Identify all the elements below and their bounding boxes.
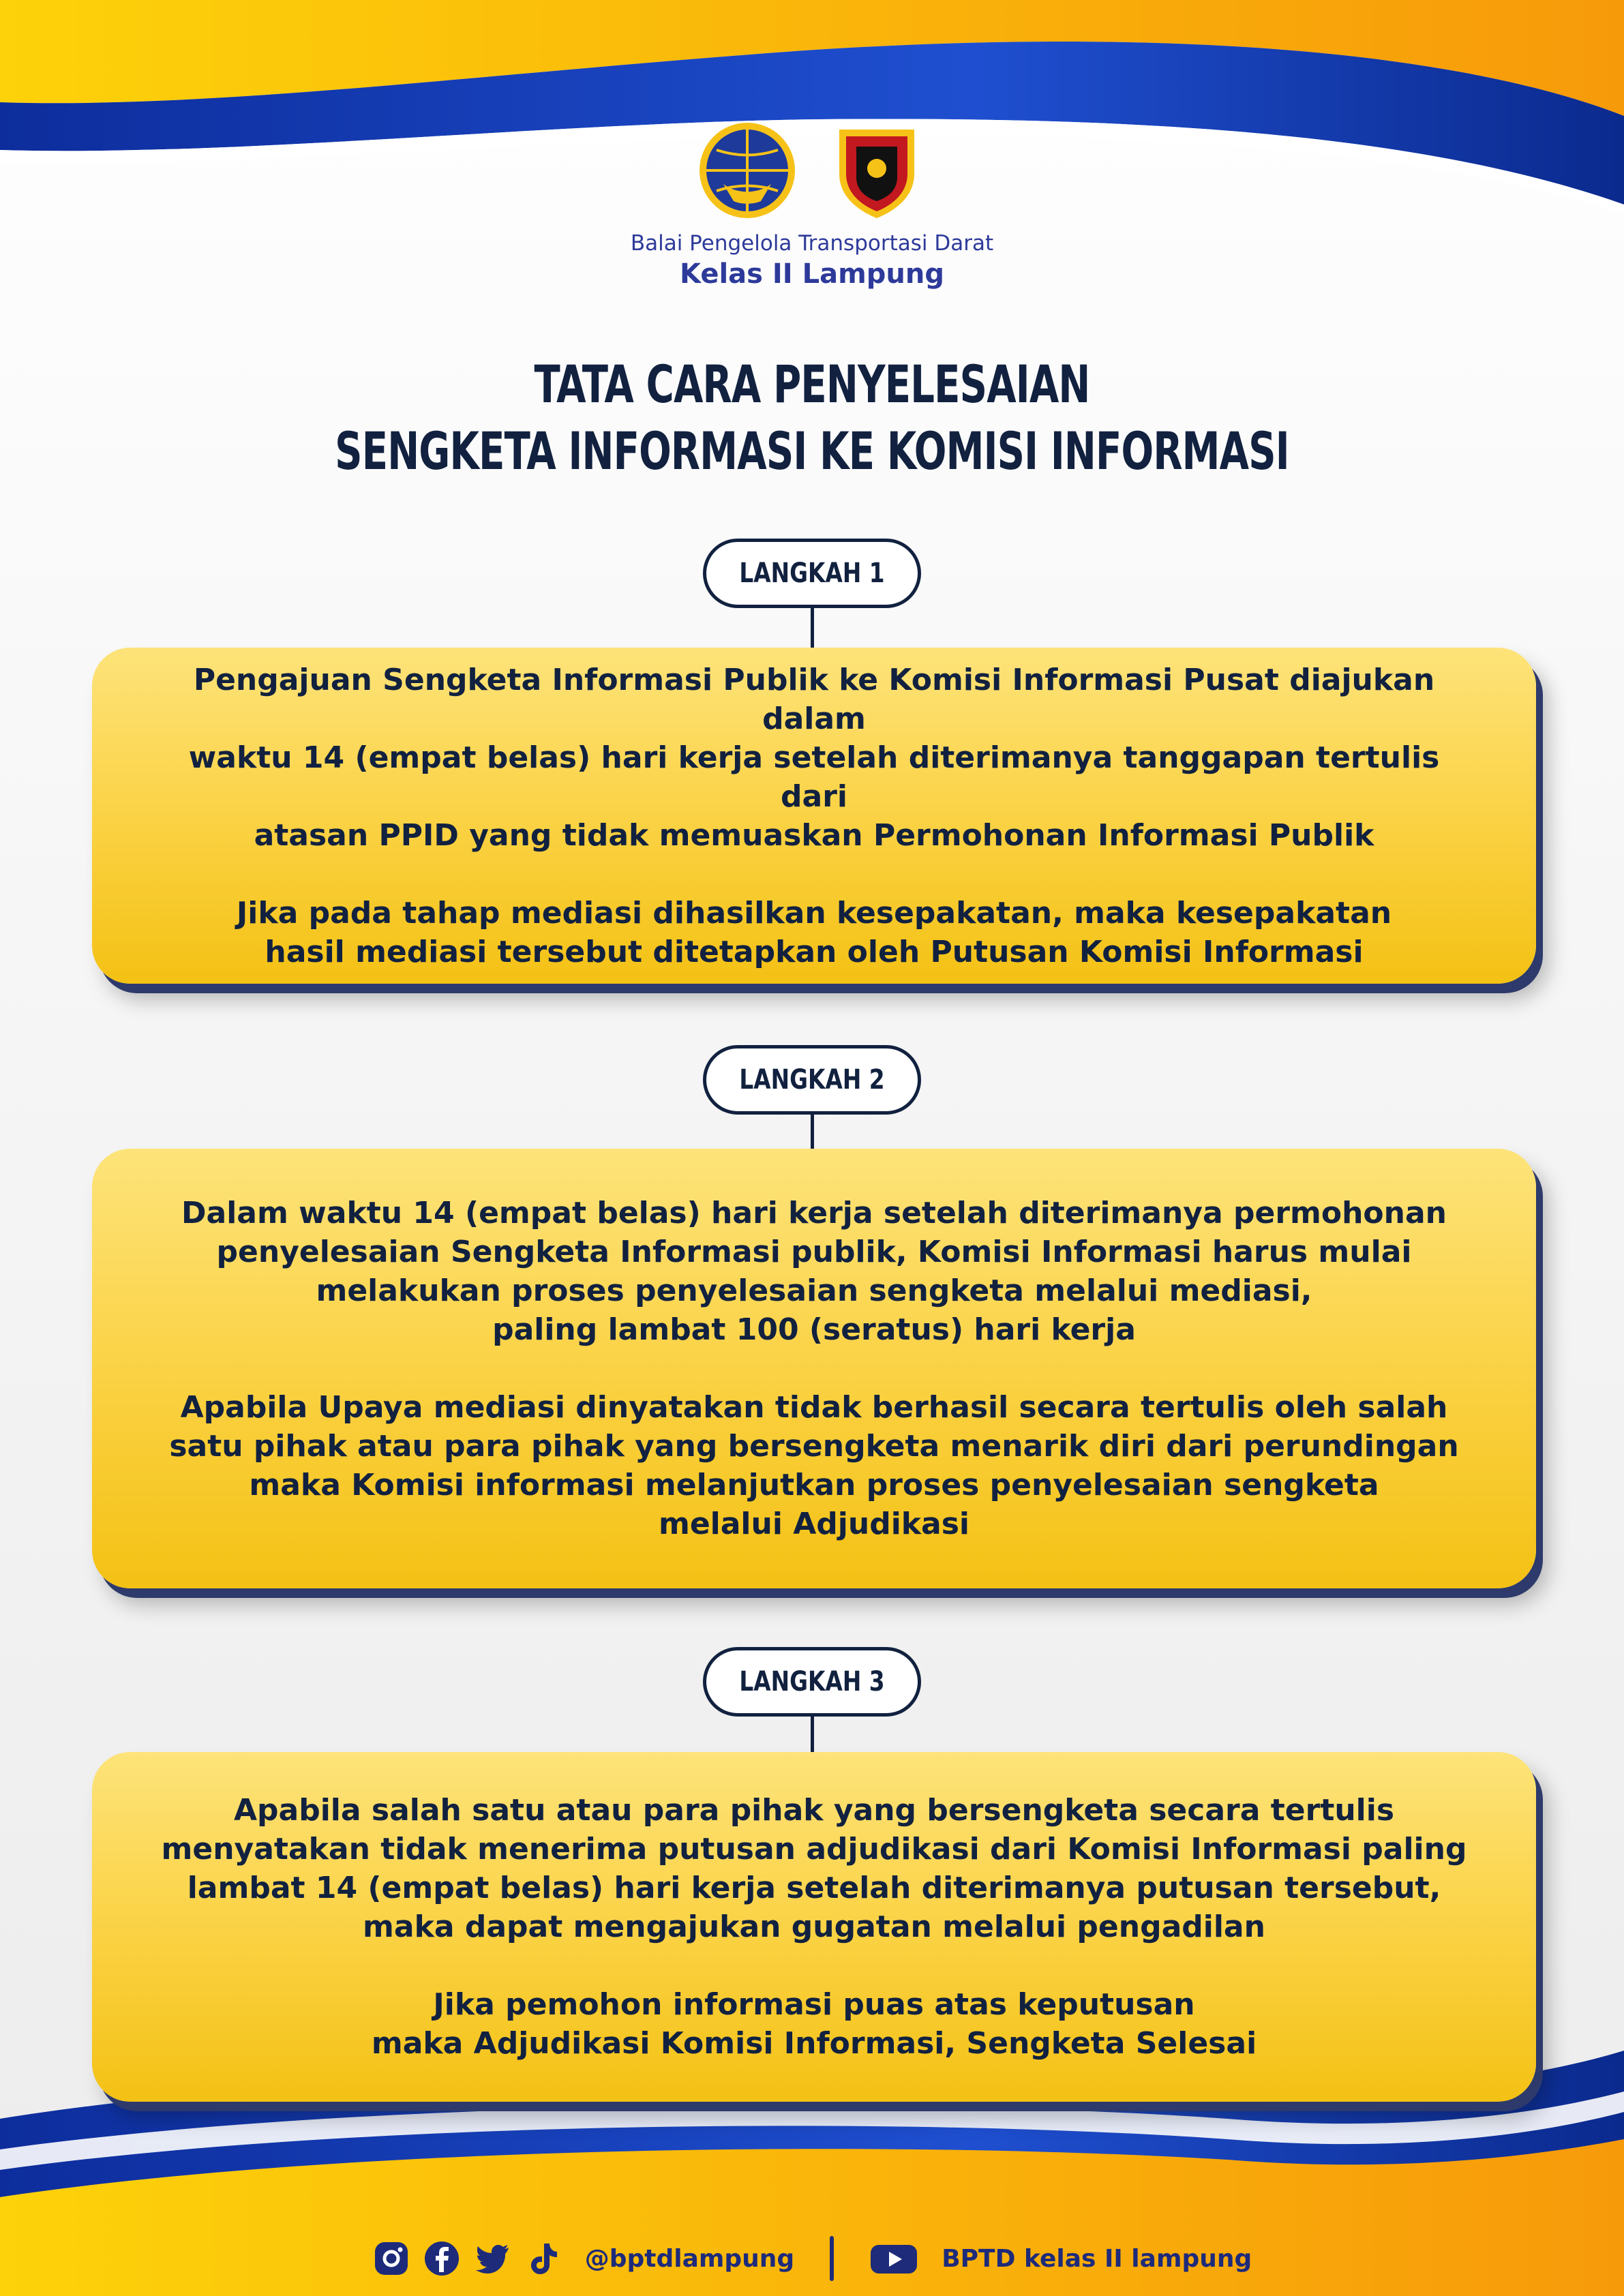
step-1-card bbox=[92, 648, 1536, 984]
step-1-label bbox=[703, 539, 921, 608]
footer bbox=[0, 2228, 1624, 2289]
step-1-connector bbox=[811, 608, 814, 648]
ministry-logo bbox=[696, 119, 798, 222]
step-1-paragraph-1: Pengajuan Sengketa Informasi Publik ke Komisi Informasi Pusat diajukan dalam waktu 14 (empat belas) hari kerja setelah diterimanya tanggapan tertulis dari atasan PPID yang tidak memuaskan Permohonan Informasi Publik bbox=[188, 662, 1440, 853]
organization-name: Balai Pengelola Transportasi Darat bbox=[630, 231, 994, 256]
instagram-icon[interactable] bbox=[372, 2239, 410, 2278]
page-title bbox=[146, 351, 1477, 485]
tiktok-icon[interactable] bbox=[524, 2239, 562, 2278]
footer-divider bbox=[830, 2236, 834, 2281]
facebook-icon[interactable] bbox=[423, 2239, 461, 2278]
step-2-connector bbox=[811, 1115, 814, 1149]
organization-class: Kelas II Lampung bbox=[680, 258, 944, 290]
step-1-paragraph-2: Jika pada tahap mediasi dihasilkan kesepakatan, maka kesepakatan hasil mediasi tersebut ditetapkan oleh Putusan Komisi Informasi bbox=[236, 895, 1392, 969]
step-2-paragraph-1: Dalam waktu 14 (empat belas) hari kerja setelah diterimanya permohonan penyelesaian Sengketa Informasi publik, Komisi Informasi harus mulai melakukan proses penyelesaian sengketa melalui mediasi, paling lambat 100 (seratus) hari kerja bbox=[181, 1196, 1447, 1347]
youtube-channel-name[interactable]: BPTD kelas II lampung bbox=[942, 2244, 1252, 2273]
header bbox=[0, 119, 1624, 290]
step-3-card bbox=[92, 1752, 1536, 2102]
youtube-icon[interactable] bbox=[869, 2239, 918, 2278]
step-2-label-text: LANGKAH 2 bbox=[739, 1064, 885, 1096]
twitter-icon[interactable] bbox=[473, 2239, 511, 2278]
social-handle[interactable]: @bptdlampung bbox=[584, 2244, 795, 2273]
step-3-label-text: LANGKAH 3 bbox=[739, 1666, 885, 1697]
title-line-2: SENGKETA INFORMASI KE KOMISI INFORMASI bbox=[335, 421, 1289, 481]
step-2-paragraph-2: Apabila Upaya mediasi dinyatakan tidak berhasil secara tertulis oleh salah satu pihak atau para pihak yang bersengketa menarik diri dari perundingan maka Komisi informasi melanjutkan proses penyelesaian sengketa melalui Adjudikasi bbox=[169, 1390, 1459, 1541]
step-3-paragraph-2: Jika pemohon informasi puas atas keputusan maka Adjudikasi Komisi Informasi, Sengketa Selesai bbox=[371, 1987, 1257, 2061]
step-3-label bbox=[703, 1647, 921, 1717]
step-2-label bbox=[703, 1045, 921, 1115]
title-line-1: TATA CARA PENYELESAIAN bbox=[534, 354, 1090, 414]
logo-row bbox=[0, 119, 1624, 222]
hubdat-shield-logo bbox=[826, 119, 928, 222]
step-2-card bbox=[92, 1149, 1536, 1588]
step-1-label-text: LANGKAH 1 bbox=[739, 558, 885, 589]
step-3-connector bbox=[811, 1717, 814, 1752]
step-3-paragraph-1: Apabila salah satu atau para pihak yang bersengketa secara tertulis menyatakan tidak menerima putusan adjudikasi dari Komisi Informasi paling lambat 14 (empat belas) hari kerja setelah diterimanya putusan tersebut, maka dapat mengajukan gugatan melalui pengadilan bbox=[161, 1793, 1467, 1944]
